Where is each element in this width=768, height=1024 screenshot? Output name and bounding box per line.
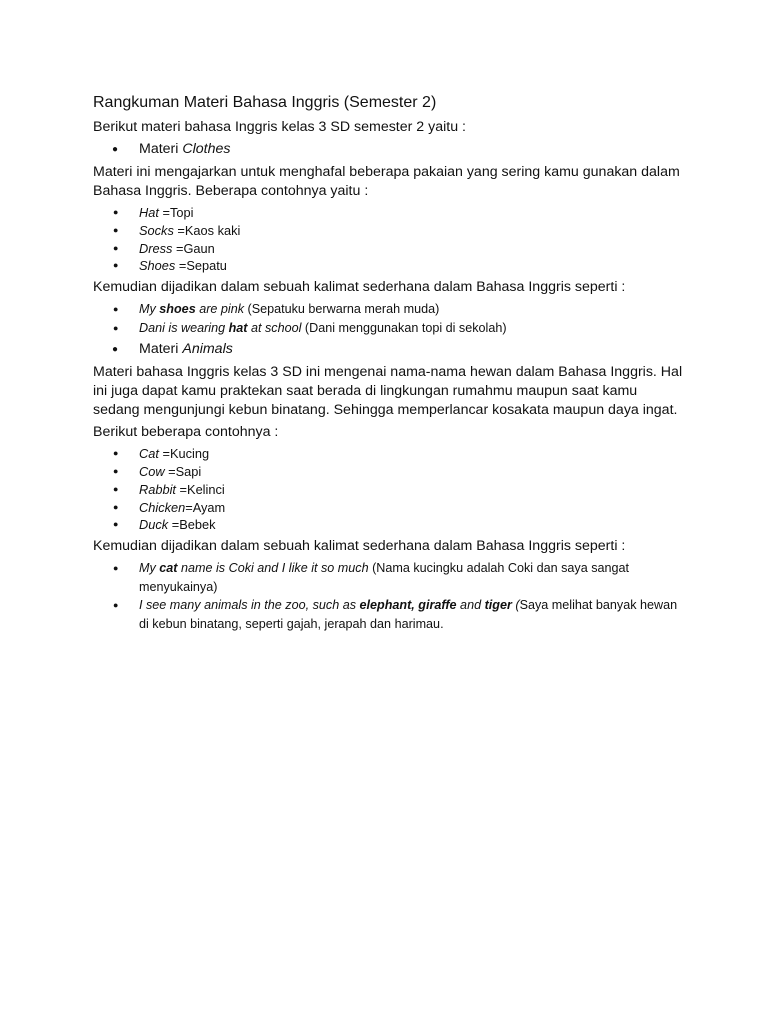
bullet-icon: ● <box>112 344 119 356</box>
intro-paragraph: Berikut materi bahasa Inggris kelas 3 SD semester 2 yaitu : <box>93 119 466 135</box>
clothes-example-list <box>93 300 683 337</box>
list-item: ● Cow =Sapi <box>113 463 202 479</box>
clothes-vocab-list <box>93 204 683 275</box>
bullet-icon: ● <box>113 465 119 476</box>
animals-example-list <box>93 559 683 633</box>
list-item: ● Dani is wearing hat at school (Dani menggunakan topi di sekolah) <box>93 319 683 338</box>
bullet-icon: ● <box>113 224 119 235</box>
animals-description: Materi bahasa Inggris kelas 3 SD ini mengenai nama-nama hewan dalam Bahasa Inggris. Hal ini juga dapat kamu praktekan saat berada di lingkungan rumahmu maupun saat kamu sedang mengunjungi kebun binatang. Sehingga memperlancar kosakata maupun daya ingat. <box>93 364 683 419</box>
bullet-icon: ● <box>113 519 119 530</box>
bullet-icon: ● <box>113 501 119 512</box>
animals-vocab-list <box>93 445 683 534</box>
list-item: ● My cat name is Coki and I like it so much (Nama kucingku adalah Coki dan saya sangat menyukainya) <box>113 561 630 594</box>
topic-animals: Animals <box>182 341 233 358</box>
section-heading-clothes: ● Materi Clothes <box>112 141 231 157</box>
list-item: ● Socks =Kaos kaki <box>113 222 241 238</box>
list-item: ● Rabbit =Kelinci <box>113 481 225 497</box>
animals-sentence-intro: Kemudian dijadikan dalam sebuah kalimat sederhana dalam Bahasa Inggris seperti : <box>93 538 626 555</box>
list-item: ● Cat =Kucing <box>113 446 210 462</box>
clothes-sentence-intro: Kemudian dijadikan dalam sebuah kalimat sederhana dalam Bahasa Inggris seperti : <box>93 279 626 296</box>
document-title: Rangkuman Materi Bahasa Inggris (Semester 2) <box>93 94 437 111</box>
bullet-icon: ● <box>113 563 119 574</box>
bullet-icon: ● <box>113 322 119 333</box>
bullet-icon: ● <box>113 600 119 611</box>
list-item: ● Hat =Topi <box>113 205 194 220</box>
list-item: ● My shoes are pink (Sepatuku berwarna merah muda) <box>93 300 683 319</box>
list-item: ● Dress =Gaun <box>113 240 215 256</box>
bullet-icon: ● <box>113 483 119 494</box>
document-page <box>93 92 683 633</box>
list-item: ● I see many animals in the zoo, such as elephant, giraffe and tiger (Saya melihat banyak hewan di kebun binatang, seperti gajah, jerapah dan harimau. <box>113 598 678 631</box>
bullet-icon: ● <box>113 242 119 253</box>
bullet-icon: ● <box>112 144 119 155</box>
list-item: ● Duck =Bebek <box>113 517 216 533</box>
section-heading-animals: ● Materi Animals <box>112 341 233 358</box>
bullet-icon: ● <box>113 260 119 271</box>
bullet-icon: ● <box>113 448 119 459</box>
bullet-icon: ● <box>113 304 119 315</box>
list-item: ● Chicken=Ayam <box>113 499 226 515</box>
animals-vocab-intro: Berikut beberapa contohnya : <box>93 424 279 441</box>
topic-clothes: Clothes <box>182 141 231 157</box>
list-item: ● Shoes =Sepatu <box>113 258 227 274</box>
clothes-description: Materi ini mengajarkan untuk menghafal beberapa pakaian yang sering kamu gunakan dalam Bahasa Inggris. Beberapa contohnya yaitu : <box>93 164 680 199</box>
bullet-icon: ● <box>113 207 119 217</box>
